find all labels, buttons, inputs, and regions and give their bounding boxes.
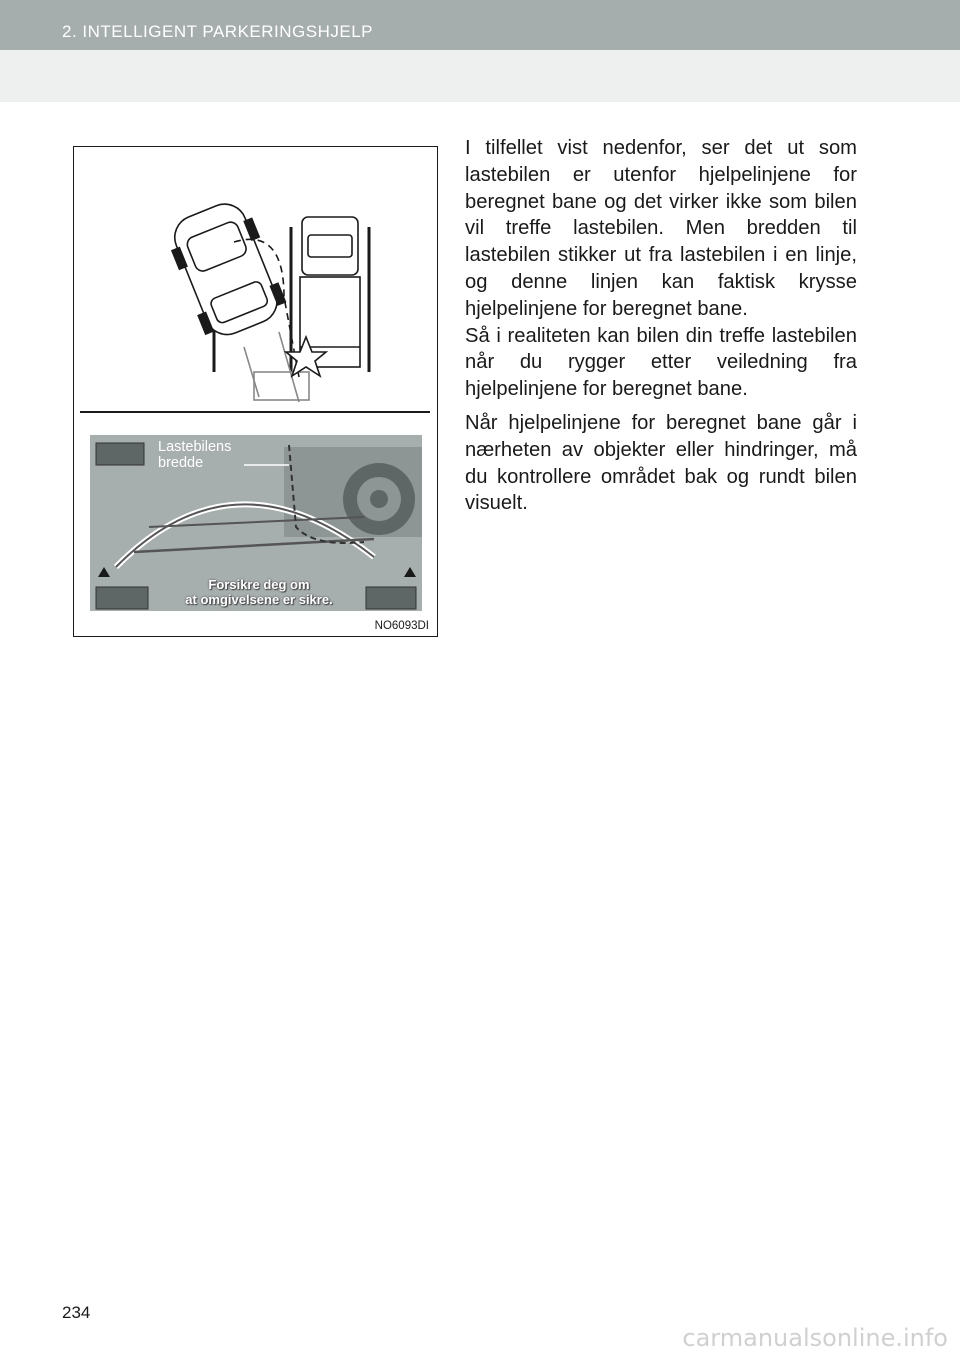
page-number: 234 — [62, 1303, 91, 1322]
section-header-bar — [0, 0, 960, 50]
callout-label — [158, 439, 231, 471]
camera-screen-message — [179, 577, 339, 607]
section-title: 2. INTELLIGENT PARKERINGSHJELP — [62, 22, 374, 41]
paragraph-2: Når hjelpelinjene for beregnet bane går i nærheten av objekter eller hindringer, må du kontrollere området bak og rundt bilen visuelt. — [465, 411, 857, 515]
screen-message-line1: Forsikre deg om — [208, 577, 310, 592]
callout-label-line2: bredde — [158, 455, 204, 471]
paragraph-1-part-1: I tilfellet vist nedenfor, ser det ut som lastebilen er utenfor hjelpelinjene for beregnet bane og det virker ikke som bilen vil treffe lastebilen. Men bredden til lastebilen stikker ut fra lastebilen i en linje, og denne linjen kan faktisk krysse hjelpelinjene for beregnet bane. — [465, 137, 857, 320]
screen-button-top-left — [96, 443, 144, 465]
paragraph-1-part-2: Så i realiteten kan bilen din treffe lastebilen når du rygger etter veiledning fra hjelpelinjene for beregnet bane. — [465, 324, 857, 401]
callout-label-line1: Lastebilens — [158, 439, 232, 455]
figure-illustration — [73, 146, 438, 637]
guide-box — [254, 372, 309, 400]
figure-code: NO6093DI — [374, 620, 429, 632]
car-top-view — [163, 195, 290, 343]
screen-message-line2: at omgivelsene er sikre. — [185, 592, 333, 607]
top-view-scene — [163, 195, 369, 402]
body-text — [465, 135, 857, 517]
screen-button-bottom-right — [366, 587, 416, 609]
screen-button-bottom-left — [96, 587, 148, 609]
header-sub-band — [0, 50, 960, 102]
watermark: carmanualsonline.info — [682, 1324, 948, 1352]
parking-diagram — [74, 147, 439, 638]
